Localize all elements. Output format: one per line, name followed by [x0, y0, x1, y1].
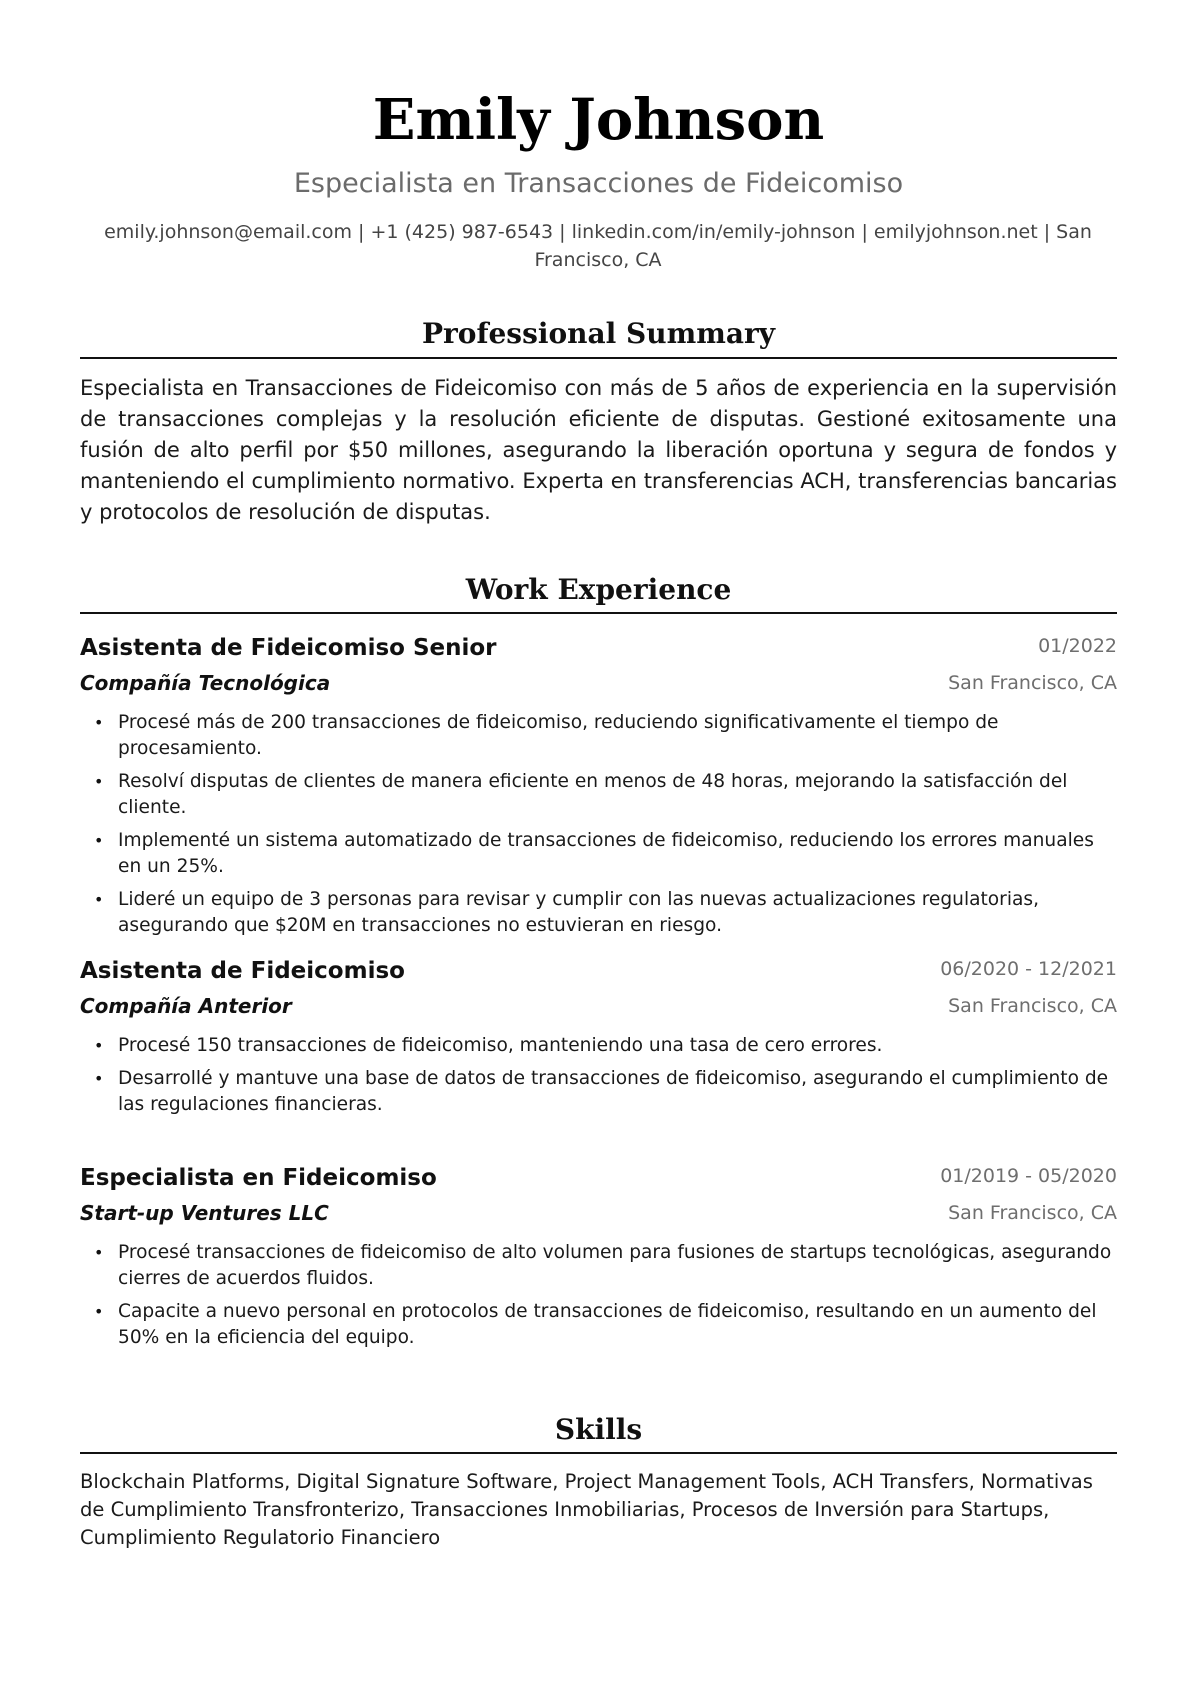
- job-bullets: [80, 710, 1117, 939]
- experience-heading: Work Experience: [465, 573, 732, 606]
- job-date: 06/2020 - 12/2021: [940, 958, 1117, 980]
- job-bullet: • Implementé un sistema automatizado de transacciones de fideicomiso, reduciendo los errores manuales en un 25%.: [80, 828, 1117, 880]
- job-header-row: [80, 953, 1117, 989]
- job-location: San Francisco, CA: [948, 672, 1117, 694]
- job-company: Start-up Ventures LLC: [80, 1201, 329, 1225]
- job-entry: [80, 630, 1117, 946]
- job-entry: [80, 1160, 1117, 1358]
- skills-heading: Skills: [554, 1413, 643, 1446]
- job-bullet: • Procesé 150 transacciones de fideicomiso, manteniendo una tasa de cero errores.: [80, 1033, 1117, 1059]
- job-company: Compañía Tecnológica: [80, 671, 331, 695]
- summary-divider: [80, 357, 1117, 359]
- job-company-row: [80, 666, 1117, 702]
- job-bullet: • Resolví disputas de clientes de manera eficiente en menos de 48 horas, mejorando la satisfacción del cliente.: [80, 769, 1117, 821]
- summary-text: Especialista en Transacciones de Fideicomiso con más de 5 años de experiencia en la supervisión de transacciones complejas y la resolución eficiente de disputas. Gestioné exitosamente una fusión de alto perfil por $50 millones, asegurando la liberación oportuna y segura de fondos y manteniendo el cumplimiento normativo. Experta en transferencias ACH, transferencias bancarias y protocolos de resolución de disputas.: [80, 376, 1117, 524]
- candidate-title: Especialista en Transacciones de Fideicomiso: [293, 168, 904, 199]
- experience-divider: [80, 612, 1117, 614]
- job-company: Compañía Anterior: [80, 994, 292, 1018]
- skills-text: Blockchain Platforms, Digital Signature Software, Project Management Tools, ACH Transfers, Normativas de Cumplimiento Transfronterizo, Transacciones Inmobiliarias, Procesos de Inversión para Startups, Cumplimiento Regulatorio Financiero: [80, 1470, 1093, 1549]
- job-date: 01/2022: [1038, 635, 1117, 657]
- job-title: Asistenta de Fideicomiso Senior: [80, 635, 497, 661]
- skills-divider: [80, 1452, 1117, 1454]
- contact-line: emily.johnson@email.com | +1 (425) 987-6543 | linkedin.com/in/emily-johnson | emilyjohnson.net | San Francisco, CA: [104, 221, 1092, 271]
- job-date: 01/2019 - 05/2020: [940, 1165, 1117, 1187]
- job-location: San Francisco, CA: [948, 995, 1117, 1017]
- job-bullets: [80, 1033, 1117, 1118]
- job-title: Especialista en Fideicomiso: [80, 1165, 437, 1191]
- job-bullets: [80, 1240, 1117, 1351]
- job-company-row: [80, 989, 1117, 1025]
- job-header-row: [80, 1160, 1117, 1196]
- job-bullet: • Capacite a nuevo personal en protocolos de transacciones de fideicomiso, resultando en un aumento del 50% en la eficiencia del equipo.: [80, 1299, 1117, 1351]
- summary-heading: Professional Summary: [421, 317, 776, 350]
- job-bullet: • Lideré un equipo de 3 personas para revisar y cumplir con las nuevas actualizaciones regulatorias, asegurando que $20M en transacciones no estuvieran en riesgo.: [80, 887, 1117, 939]
- candidate-name: Emily Johnson: [372, 87, 825, 153]
- job-bullet: • Procesé más de 200 transacciones de fideicomiso, reduciendo significativamente el tiempo de procesamiento.: [80, 710, 1117, 762]
- job-company-row: [80, 1196, 1117, 1232]
- job-header-row: [80, 630, 1117, 666]
- job-bullet: • Desarrollé y mantuve una base de datos de transacciones de fideicomiso, asegurando el cumplimiento de las regulaciones financieras.: [80, 1066, 1117, 1118]
- job-bullet: • Procesé transacciones de fideicomiso de alto volumen para fusiones de startups tecnológicas, asegurando cierres de acuerdos fluidos.: [80, 1240, 1117, 1292]
- job-entry: [80, 953, 1117, 1125]
- job-location: San Francisco, CA: [948, 1202, 1117, 1224]
- job-title: Asistenta de Fideicomiso: [80, 958, 405, 984]
